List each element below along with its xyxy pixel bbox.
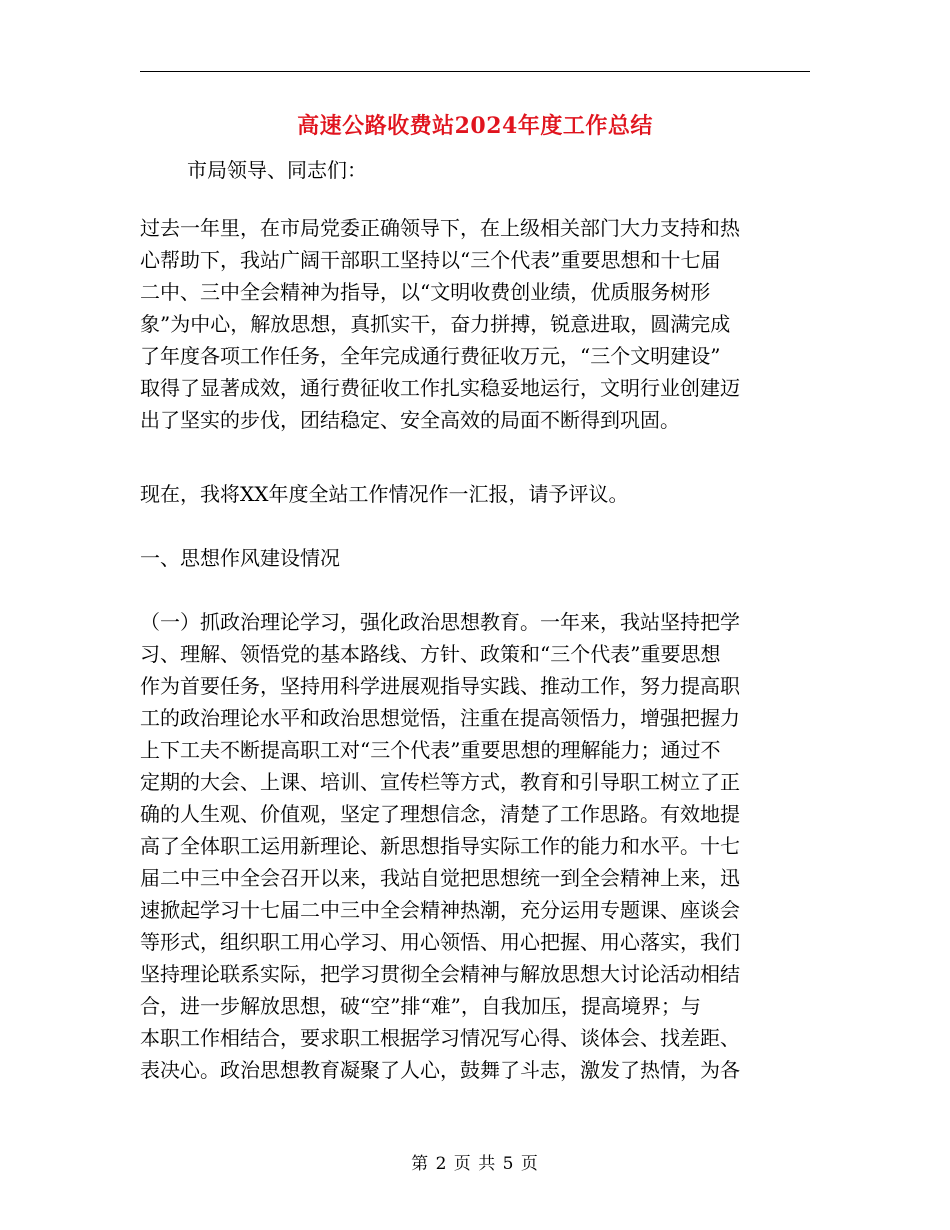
paragraph-line: 二中、三中全会精神为指导，以“文明收费创业绩，优质服务树形	[140, 280, 711, 304]
paragraph-line: 坚持理论联系实际，把学习贯彻全会精神与解放思想大讨论活动相结	[140, 962, 740, 986]
section-heading-text: 一、思想作风建设情况	[140, 546, 340, 570]
paragraph-line: 本职工作相结合，要求职工根据学习情况写心得、谈体会、找差距、	[140, 1026, 740, 1050]
paragraph-intro	[140, 212, 820, 436]
paragraph-line: 现在，我将XX年度全站工作情况作一汇报，请予评议。	[140, 482, 629, 506]
paragraph-line: 了年度各项工作任务，全年完成通行费征收万元，“三个文明建设”	[140, 344, 721, 368]
header-rule	[140, 71, 810, 72]
paragraph-line: 取得了显著成效，通行费征收工作扎实稳妥地运行，文明行业创建迈	[140, 376, 740, 400]
paragraph-report	[140, 478, 820, 510]
paragraph-line: 象”为中心，解放思想，真抓实干，奋力拼搏，锐意进取，圆满完成	[140, 312, 731, 336]
salutation: 市局领导、同志们：	[187, 158, 367, 182]
paragraph-line: 高了全体职工运用新理论、新思想指导实际工作的能力和水平。十七	[140, 834, 740, 858]
paragraph-line: 等形式，组织职工用心学习、用心领悟、用心把握、用心落实，我们	[140, 930, 740, 954]
paragraph-line: 合，进一步解放思想，破“空”排“难”，自我加压，提高境界；与	[140, 994, 701, 1018]
paragraph-line: 作为首要任务，坚持用科学进展观指导实践、推动工作，努力提高职	[140, 674, 740, 698]
paragraph-line: 过去一年里，在市局党委正确领导下，在上级相关部门大力支持和热	[140, 216, 740, 240]
paragraph-line: 心帮助下，我站广阔干部职工坚持以“三个代表”重要思想和十七届	[140, 248, 721, 272]
paragraph-line: 确的人生观、价值观，坚定了理想信念，清楚了工作思路。有效地提	[140, 802, 740, 826]
page-title: 高速公路收费站2024年度工作总结	[297, 113, 653, 139]
paragraph-line: 出了坚实的步伐，团结稳定、安全高效的局面不断得到巩固。	[140, 408, 680, 432]
paragraph-line: 工的政治理论水平和政治思想觉悟，注重在提高领悟力，增强把握力	[140, 706, 740, 730]
paragraph-line: 速掀起学习十七届二中三中全会精神热潮，充分运用专题课、座谈会	[140, 898, 740, 922]
section-heading	[140, 542, 820, 574]
paragraph-line: 定期的大会、上课、培训、宣传栏等方式，教育和引导职工树立了正	[140, 770, 740, 794]
paragraph-line: 上下工夫不断提高职工对“三个代表”重要思想的理解能力；通过不	[140, 738, 721, 762]
paragraph-section-1	[140, 606, 820, 1086]
paragraph-line: （一）抓政治理论学习，强化政治思想教育。一年来，我站坚持把学	[140, 610, 740, 634]
paragraph-line: 表决心。政治思想教育凝聚了人心，鼓舞了斗志，激发了热情，为各	[140, 1058, 740, 1082]
page-number: 第 2 页 共 5 页	[411, 1154, 539, 1174]
paragraph-line: 习、理解、领悟党的基本路线、方针、政策和“三个代表”重要思想	[140, 642, 721, 666]
paragraph-line: 届二中三中全会召开以来，我站自觉把思想统一到全会精神上来，迅	[140, 866, 740, 890]
